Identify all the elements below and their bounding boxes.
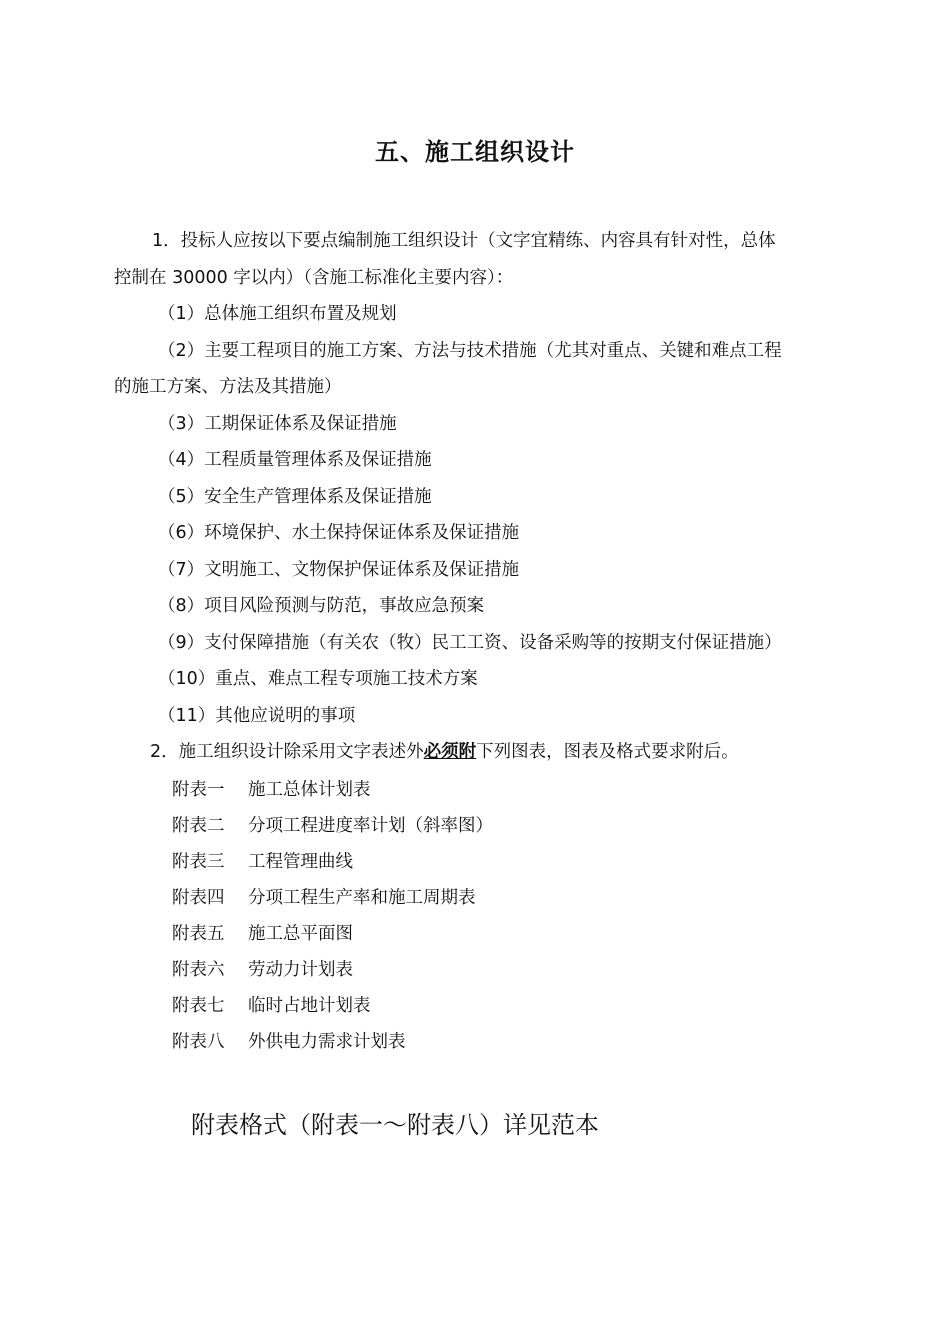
list-item-8: （8）项目风险预测与防范，事故应急预案 (158, 596, 485, 616)
annex-name: 施工总体计划表 (248, 780, 371, 800)
list-item-2: （2）主要工程项目的施工方案、方法与技术措施（尤其对重点、关键和难点工程 (158, 340, 782, 361)
annex-code: 附表二 (172, 816, 225, 836)
annex-code: 附表八 (172, 1032, 225, 1052)
annex-name: 临时占地计划表 (248, 996, 371, 1016)
list-item-1: （1）总体施工组织布置及规划 (158, 304, 397, 324)
annex-format-note: 附表格式（附表一～附表八）详见范本 (191, 1111, 599, 1139)
annex-name: 分项工程生产率和施工周期表 (248, 888, 476, 908)
list-item-11: （11）其他应说明的事项 (158, 705, 356, 726)
annex-row-1 (172, 772, 371, 808)
annex-name: 工程管理曲线 (248, 852, 353, 872)
annex-row-2 (172, 808, 493, 844)
para2-emphasis: 必须附 (423, 742, 477, 762)
list-item-6: （6）环境保护、水土保持保证体系及保证措施 (158, 523, 520, 543)
annex-code: 附表一 (172, 780, 225, 800)
annex-name: 施工总平面图 (248, 924, 353, 944)
para2-prefix: 2．施工组织设计除采用文字表述外 (150, 742, 424, 762)
annex-code: 附表七 (172, 996, 225, 1016)
list-item-2-continued: 的施工方案、方法及其措施） (114, 377, 342, 397)
list-item-4: （4）工程质量管理体系及保证措施 (158, 450, 432, 470)
para2-suffix: 下列图表，图表及格式要求附后。 (476, 742, 739, 762)
annex-name: 分项工程进度率计划（斜率图） (248, 816, 493, 836)
annex-row-6 (172, 952, 353, 988)
list-item-9: （9）支付保障措施（有关农（牧）民工工资、设备采购等的按期支付保证措施） (158, 632, 782, 653)
para1-line2: 控制在 30000 字以内）（含施工标准化主要内容）： (114, 267, 514, 288)
annex-code: 附表五 (172, 924, 225, 944)
annex-code: 附表六 (172, 960, 225, 980)
section-title: 五、施工组织设计 (375, 138, 575, 166)
para2 (150, 734, 739, 771)
annex-row-7 (172, 988, 371, 1024)
annex-name: 劳动力计划表 (248, 960, 353, 980)
list-item-10: （10）重点、难点工程专项施工技术方案 (158, 669, 478, 689)
annex-code: 附表四 (172, 888, 225, 908)
list-item-7: （7）文明施工、文物保护保证体系及保证措施 (158, 559, 520, 580)
annex-row-3 (172, 844, 353, 880)
annex-row-4 (172, 880, 476, 916)
list-item-3: （3）工期保证体系及保证措施 (158, 413, 397, 434)
list-item-5: （5）安全生产管理体系及保证措施 (158, 486, 432, 507)
annex-row-5 (172, 916, 353, 952)
para1-line1: 1．投标人应按以下要点编制施工组织设计（文字宜精练、内容具有针对性，总体 (152, 231, 776, 251)
annex-name: 外供电力需求计划表 (248, 1032, 406, 1052)
annex-row-8 (172, 1024, 406, 1060)
annex-code: 附表三 (172, 852, 225, 872)
